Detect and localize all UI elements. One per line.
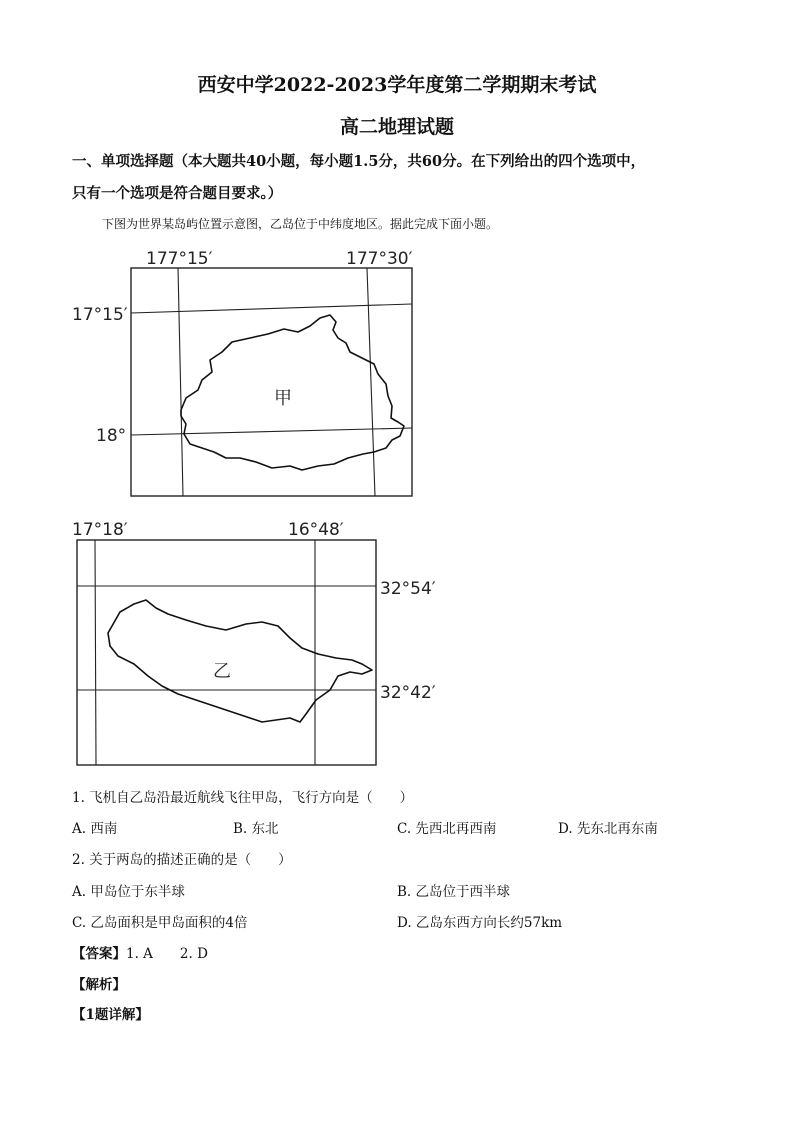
map-jia-lat-bottom: 18° [96, 426, 127, 446]
question-2-stem: 2. 关于两岛的描述正确的是（ ） [72, 852, 292, 868]
island-jia-label: 甲 [274, 388, 292, 409]
island-yi-outline [108, 600, 372, 722]
question-1-option-d: D. 先东北再东南 [558, 821, 658, 837]
question-1-option-c: C. 先西北再西南 [397, 821, 497, 837]
question-2-option-c: C. 乙岛面积是甲岛面积的4倍 [72, 915, 248, 931]
map-yi-lat-bottom: 32°42′ [380, 683, 436, 703]
map-yi-meridian-left [95, 540, 96, 765]
question-2-option-a: A. 甲岛位于东半球 [72, 884, 185, 900]
map-jia-lat-top: 17°15′ [72, 305, 128, 325]
question-intro: 下图为世界某岛屿位置示意图，乙岛位于中纬度地区。据此完成下面小题。 [102, 217, 499, 231]
section-heading-line2: 只有一个选项是符合题目要求。） [72, 185, 283, 202]
map-yi-lon-right: 16°48′ [288, 520, 344, 540]
island-yi-label: 乙 [213, 661, 231, 682]
map-yi-frame [77, 540, 376, 765]
question-2-option-d: D. 乙岛东西方向长约57km [397, 915, 563, 931]
analysis-label: 【解析】 [72, 977, 126, 993]
map-yi-lat-top: 32°54′ [380, 579, 436, 599]
answer-text: 1. A 2. D [126, 946, 208, 962]
question-1-stem: 1. 飞机自乙岛沿最近航线飞往甲岛，飞行方向是（ ） [72, 790, 414, 806]
map-jia-parallel-bottom [131, 428, 412, 435]
answer-line [72, 942, 208, 962]
question-2-option-b: B. 乙岛位于西半球 [397, 884, 511, 900]
exam-title: 西安中学2022-2023学年度第二学期期末考试 [197, 74, 597, 96]
map-jia-lon-right: 177°30′ [346, 249, 413, 269]
map-jia-meridian-right [367, 268, 375, 496]
map-yi-lon-left: 17°18′ [72, 520, 128, 540]
map-yi [72, 520, 436, 765]
section-heading-line1: 一、单项选择题（本大题共40小题，每小题1.5分，共60分。在下列给出的四个选项中， [72, 153, 646, 170]
map-jia-meridian-left [178, 268, 183, 496]
map-jia [72, 249, 413, 496]
island-jia-outline [181, 315, 404, 470]
map-jia-lon-left: 177°15′ [146, 249, 213, 269]
question-1-option-a: A. 西南 [72, 821, 118, 837]
detail-label: 【1题详解】 [72, 1007, 149, 1023]
map-jia-parallel-top [131, 304, 412, 313]
map-jia-frame [131, 268, 412, 496]
answer-label: 【答案】 [72, 946, 126, 962]
exam-subtitle: 高二地理试题 [339, 116, 454, 138]
question-1-option-b: B. 东北 [233, 821, 279, 837]
